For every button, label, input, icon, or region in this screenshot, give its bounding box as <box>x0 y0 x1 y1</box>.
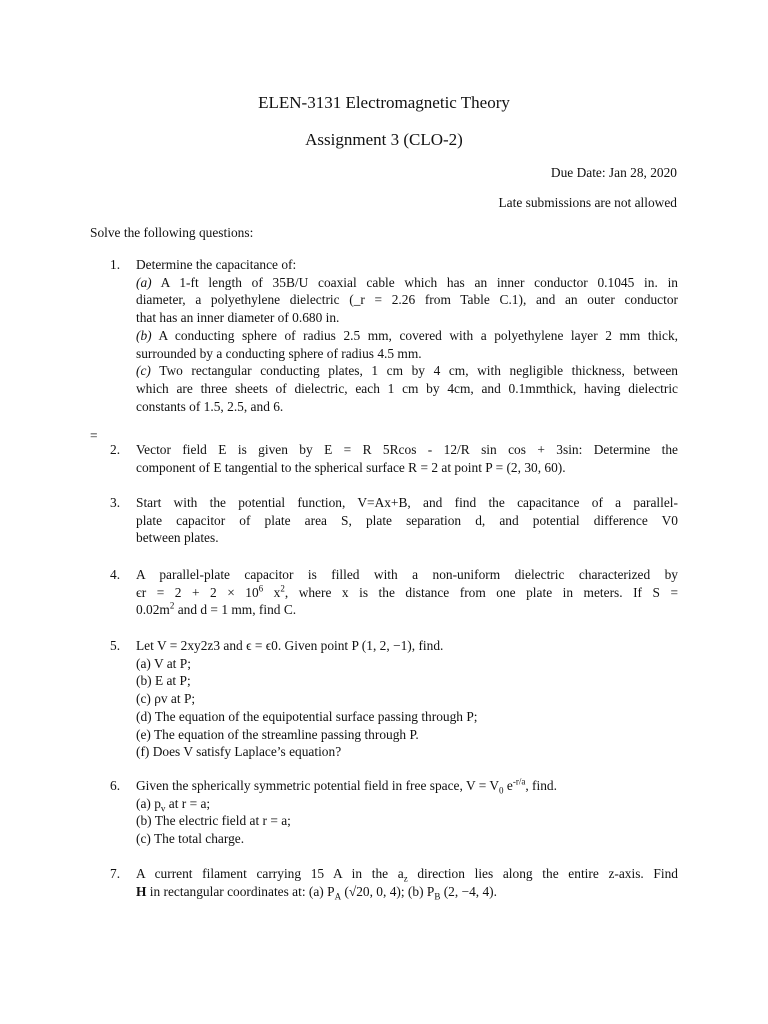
subscript: v <box>160 803 166 814</box>
question-4 <box>110 566 678 619</box>
question-text-line <box>136 274 678 292</box>
question-text: Two rectangular conducting plates, 1 cm by 4 cm, with negligible thickness, between <box>159 363 678 379</box>
question-1 <box>110 256 678 415</box>
exponent: 2 <box>280 583 285 594</box>
question-text: Vector field E is given by E = R 5Rcos - 12/R sin cos + 3sin: Determine the <box>136 442 678 457</box>
stray-mark: = <box>90 428 98 443</box>
question-text-line <box>136 777 678 795</box>
question-text: (2, −4, 4). <box>440 883 497 899</box>
question-part: (b) The electric field at r = a; <box>136 813 291 829</box>
question-text: and d = 1 mm, find C. <box>174 602 297 618</box>
subscript: z <box>403 873 408 884</box>
question-text: Given the spherically symmetric potential field in free space, V = V <box>136 778 500 793</box>
question-number: 6. <box>110 778 121 793</box>
question-text: Start with the potential function, V=Ax+B, and find the capacitance of a parallel- <box>136 495 678 510</box>
subscript: B <box>434 891 441 902</box>
part-label: (a) <box>136 274 152 290</box>
question-text: (√20, 0, 4); (b) P <box>341 883 435 899</box>
subscript: 0 <box>499 785 504 796</box>
question-number: 7. <box>110 866 121 881</box>
question-part: (a) V at P; <box>136 655 191 671</box>
question-text: constants of 1.5, 2.5, and 6. <box>136 398 284 414</box>
question-text: 0.02m <box>136 602 170 618</box>
question-text-line <box>136 362 678 380</box>
question-text-line <box>136 584 678 602</box>
question-text: e <box>503 778 513 793</box>
question-6 <box>110 777 678 848</box>
subscript: A <box>334 891 342 902</box>
late-note: Late submissions are not allowed <box>498 195 677 210</box>
question-part: (e) The equation of the streamline passing through P. <box>136 726 419 742</box>
exponent: 6 <box>258 583 264 594</box>
part-label: (c) <box>136 363 151 379</box>
question-3 <box>110 494 678 547</box>
question-text-line <box>136 327 678 345</box>
question-text: Let V = 2xy2z3 and ϵ = ϵ0. Given point P (1, 2, −1), find. <box>136 638 444 653</box>
due-date: Due Date: Jan 28, 2020 <box>550 165 677 180</box>
question-text: , find. <box>525 778 557 793</box>
question-part: (f) Does V satisfy Laplace’s equation? <box>136 744 342 760</box>
question-text: in rectangular coordinates at: (a) P <box>146 883 335 899</box>
question-text: , where x is the distance from one plate in meters. If S = <box>284 584 679 600</box>
question-text: Determine the capacitance of: <box>136 257 297 272</box>
question-text: x <box>263 584 281 600</box>
question-number: 1. <box>110 257 121 272</box>
instructions: Solve the following questions: <box>90 225 254 240</box>
question-2 <box>110 441 678 476</box>
question-text: surrounded by a conducting sphere of radius 4.5 mm. <box>136 345 422 361</box>
question-text: direction lies along the entire z-axis. Find <box>407 866 678 881</box>
question-text-line <box>136 883 678 901</box>
question-text: A 1-ft length of 35B/U coaxial cable which has an inner conductor 0.1045 in. in <box>160 274 678 290</box>
question-text: plate capacitor of plate area S, plate separation d, and potential difference V0 <box>136 512 678 528</box>
assignment-title: Assignment 3 (CLO-2) <box>305 130 463 149</box>
question-text: diameter, a polyethylene dielectric (_r = 2.26 from Table C.1), and an outer conductor <box>136 292 678 308</box>
question-part: (d) The equation of the equipotential surface passing through P; <box>136 708 478 724</box>
question-text: єr = 2 + 2 × 10 <box>136 584 259 600</box>
question-text-line <box>136 865 678 883</box>
question-5 <box>110 637 678 761</box>
question-number: 4. <box>110 567 121 582</box>
part-label: (b) <box>136 327 152 343</box>
question-part-line <box>136 795 678 813</box>
bold-symbol: H <box>136 883 147 899</box>
question-number: 3. <box>110 495 121 510</box>
question-text: A current filament carrying 15 A in the a <box>136 866 404 881</box>
question-number: 5. <box>110 638 121 653</box>
question-7 <box>110 865 678 900</box>
question-text: A conducting sphere of radius 2.5 mm, covered with a polyethylene layer 2 mm thick, <box>158 327 678 343</box>
question-part: at r = a; <box>165 795 211 811</box>
question-text: component of E tangential to the spherical surface R = 2 at point P = (2, 30, 60). <box>136 459 566 475</box>
exponent: 2 <box>169 600 175 611</box>
question-text: which are three sheets of dielectric, each 1 cm by 4cm, and 0.1mmthick, having dielectric <box>136 380 678 396</box>
question-text: A parallel-plate capacitor is filled with a non-uniform dielectric characterized by <box>136 567 678 582</box>
course-title: ELEN-3131 Electromagnetic Theory <box>258 93 510 112</box>
question-text: between plates. <box>136 530 219 546</box>
question-number: 2. <box>110 442 121 457</box>
question-part: (c) ρv at P; <box>136 691 196 707</box>
exponent: -r/a <box>512 776 526 787</box>
question-part: (c) The total charge. <box>136 831 245 847</box>
question-part: (b) E at P; <box>136 673 191 689</box>
question-text: that has an inner diameter of 0.680 in. <box>136 310 340 326</box>
question-text-line <box>136 601 678 619</box>
question-part: (a) p <box>136 795 161 811</box>
